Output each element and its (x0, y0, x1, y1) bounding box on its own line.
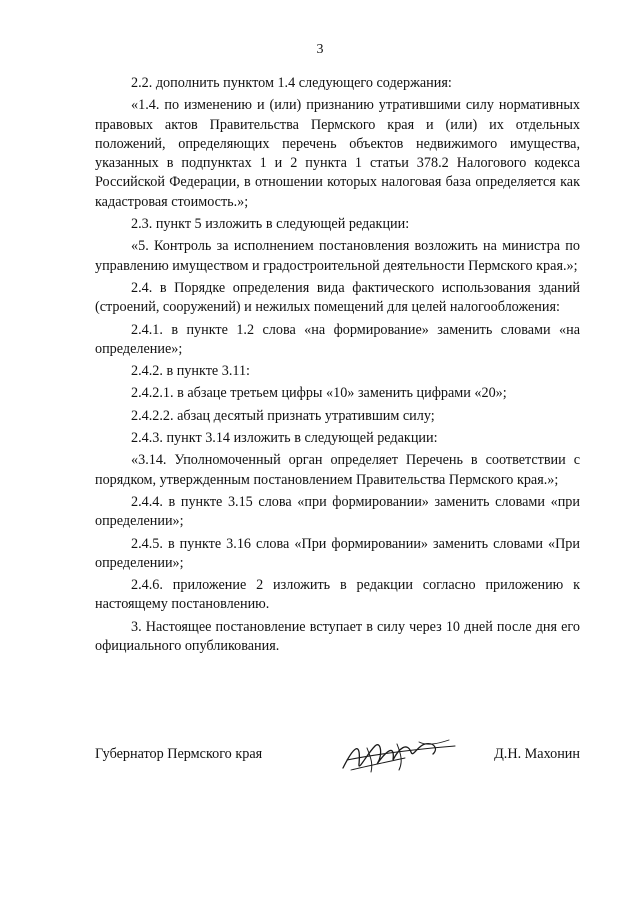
handwritten-signature (337, 734, 467, 778)
page-number: 3 (316, 42, 324, 57)
signatory-name: Д.Н. Махонин (494, 746, 580, 762)
paragraph-2-4-2-2: 2.4.2.2. абзац десятый признать утратившим силу; (131, 407, 435, 424)
paragraph-3-14-quote: «3.14. Уполномоченный орган определяет Перечень в соответствии с порядком, утвержденным постановлением Правительства Пермского края.»; (95, 452, 580, 488)
signature-block (95, 746, 580, 776)
paragraph-3: 3. Настоящее постановление вступает в силу через 10 дней после дня его официального опубликования. (95, 618, 580, 655)
paragraph-2-4-6: 2.4.6. приложение 2 изложить в редакции согласно приложению к настоящему постановлению. (95, 577, 580, 613)
paragraph-2-4-5: 2.4.5. в пункте 3.16 слова «При формировании» заменить словами «При определении»; (95, 535, 580, 571)
paragraph-2-4: 2.4. в Порядке определения вида фактического использования зданий (строений, сооружений) и нежилых помещений для целей налогообложения: (95, 279, 580, 316)
paragraph-2-4-2: 2.4.2. в пункте 3.11: (131, 363, 250, 380)
paragraph-2-4-4: 2.4.4. в пункте 3.15 слова «при формировании» заменить словами «при определении»; (95, 493, 580, 530)
paragraph-5-quote: «5. Контроль за исполнением постановления возложить на министра по управлению имуществом и градостроительной деятельности Пермского края.»; (95, 238, 580, 274)
paragraph-2-3: 2.3. пункт 5 изложить в следующей редакции: (131, 216, 410, 233)
document-body (95, 74, 580, 656)
signatory-position: Губернатор Пермского края (95, 746, 263, 762)
paragraph-2-2: 2.2. дополнить пунктом 1.4 следующего содержания: (131, 75, 452, 91)
paragraph-2-4-3: 2.4.3. пункт 3.14 изложить в следующей редакции: (131, 430, 438, 447)
paragraph-2-4-1: 2.4.1. в пункте 1.2 слова «на формирование» заменить словами «на определение»; (95, 321, 580, 357)
paragraph-2-4-2-1: 2.4.2.1. в абзаце третьем цифры «10» заменить цифрами «20»; (131, 385, 507, 402)
paragraph-1-4-quote: «1.4. по изменению и (или) признанию утратившими силу нормативных правовых актов Правительства Пермского края и (или) их отдельных положений, определяющих перечень объектов недвижимого имущества, указанных в подпунктах 1 и 2 пункта 1 статьи 378.2 Налогового кодекса Российской Федерации, в отношении которых налоговая база определяется как кадастровая стоимость.»; (95, 97, 580, 210)
